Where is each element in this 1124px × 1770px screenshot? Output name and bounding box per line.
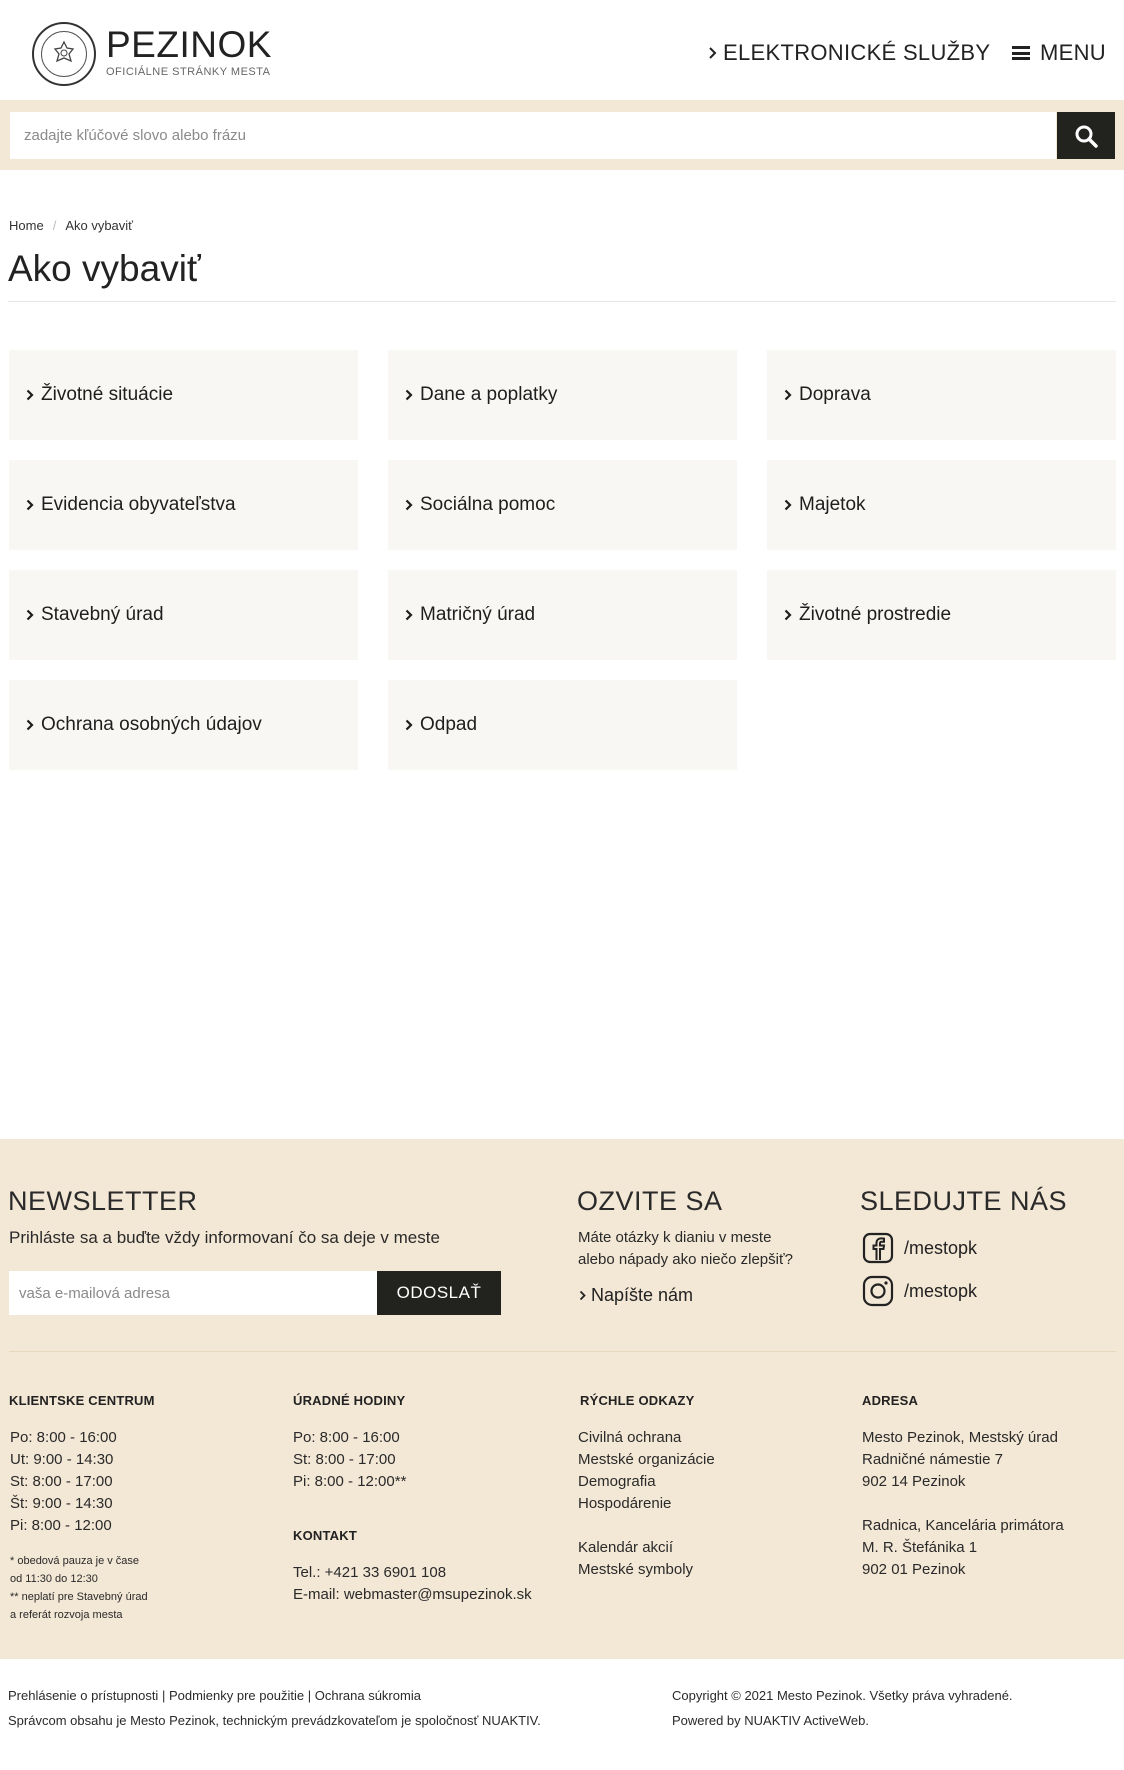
hours-line: Pi: 8:00 - 12:00 xyxy=(10,1517,112,1534)
tile-matricny-urad[interactable] xyxy=(388,570,737,660)
chevron-right-icon xyxy=(784,389,792,401)
breadcrumb-current: Ako vybaviť xyxy=(65,218,134,233)
note-line: ** neplatí pre Stavebný úrad xyxy=(10,1591,148,1603)
copyright-text: Copyright © 2021 Mesto Pezinok. Všetky práva vyhradené. xyxy=(672,1688,1013,1703)
chevron-right-icon xyxy=(26,389,34,401)
brand-title: PEZINOK xyxy=(106,24,272,65)
contact-us-title: OZVITE SA xyxy=(577,1186,723,1216)
tile-zivotne-situacie[interactable] xyxy=(9,350,358,440)
chevron-right-icon xyxy=(405,389,413,401)
search-button[interactable] xyxy=(1057,112,1115,159)
chevron-right-icon xyxy=(708,47,717,59)
newsletter-submit-button[interactable]: ODOSLAŤ xyxy=(377,1271,501,1315)
chevron-right-icon xyxy=(405,609,413,621)
quick-link-mestske-organizacie[interactable]: Mestské organizácie xyxy=(578,1451,715,1468)
chevron-right-icon xyxy=(784,609,792,621)
office-hours-list xyxy=(293,1427,406,1493)
tile-label: Doprava xyxy=(799,384,871,405)
city-seal-icon[interactable] xyxy=(32,22,96,86)
separator: | xyxy=(161,1688,166,1703)
hamburger-icon xyxy=(1012,46,1030,60)
tile-label: Majetok xyxy=(799,494,866,515)
hours-line: Ut: 9:00 - 14:30 xyxy=(10,1451,114,1468)
menu-label: MENU xyxy=(1040,40,1106,65)
note-line: od 11:30 do 12:30 xyxy=(10,1573,98,1585)
tile-zivotne-prostredie[interactable] xyxy=(767,570,1116,660)
write-us-link[interactable] xyxy=(579,1285,693,1306)
hours-line: St: 8:00 - 17:00 xyxy=(293,1451,396,1468)
hours-line: Pi: 8:00 - 12:00** xyxy=(293,1473,407,1490)
search-input[interactable] xyxy=(10,112,1056,159)
spacer xyxy=(862,1493,1064,1515)
newsletter-email-input[interactable] xyxy=(9,1271,377,1315)
quick-link-hospodarenie[interactable]: Hospodárenie xyxy=(578,1495,672,1512)
tile-ochrana-osobnych-udajov[interactable] xyxy=(9,680,358,770)
hours-line: Št: 9:00 - 14:30 xyxy=(10,1495,113,1512)
quick-link-mestske-symboly[interactable]: Mestské symboly xyxy=(578,1561,694,1578)
footer-divider xyxy=(9,1351,1116,1352)
eservices-link[interactable] xyxy=(708,40,990,66)
chevron-right-icon xyxy=(26,609,34,621)
address-title: ADRESA xyxy=(862,1393,919,1408)
menu-button[interactable] xyxy=(1012,40,1106,66)
facebook-link[interactable] xyxy=(862,1232,977,1264)
spacer xyxy=(578,1515,715,1537)
quick-link-demografia[interactable]: Demografia xyxy=(578,1473,656,1490)
search-band xyxy=(0,100,1124,170)
contact-email[interactable]: E-mail: webmaster@msupezinok.sk xyxy=(293,1586,532,1603)
footer xyxy=(0,1139,1124,1659)
client-center-notes xyxy=(10,1552,148,1624)
tile-dane-a-poplatky[interactable] xyxy=(388,350,737,440)
chevron-right-icon xyxy=(784,499,792,511)
hours-line: Po: 8:00 - 16:00 xyxy=(293,1429,400,1446)
contact-us-text-line1: Máte otázky k dianiu v meste xyxy=(578,1229,772,1246)
instagram-icon xyxy=(862,1275,904,1307)
powered-by-link[interactable]: Powered by NUAKTIV ActiveWeb. xyxy=(672,1713,870,1728)
operator-text: Správcom obsahu je Mesto Pezinok, technickým prevádzkovateľom je spoločnosť NUAKTIV. xyxy=(8,1713,541,1728)
facebook-handle: /mestopk xyxy=(904,1237,978,1258)
contact-phone[interactable]: Tel.: +421 33 6901 108 xyxy=(293,1564,447,1581)
chevron-right-icon xyxy=(26,719,34,731)
tile-label: Životné prostredie xyxy=(799,604,952,625)
breadcrumb xyxy=(9,218,133,233)
legal-links xyxy=(8,1688,421,1703)
tile-socialna-pomoc[interactable] xyxy=(388,460,737,550)
quick-link-kalendar-akcii[interactable]: Kalendár akcií xyxy=(578,1539,674,1556)
brand-subtitle: OFICIÁLNE STRÁNKY MESTA xyxy=(106,66,271,78)
note-line: * obedová pauza je v čase xyxy=(10,1555,140,1567)
breadcrumb-home[interactable]: Home xyxy=(9,218,44,233)
hours-line: Po: 8:00 - 16:00 xyxy=(10,1429,117,1446)
contact-us-text-line2: alebo nápady ako niečo zlepšiť? xyxy=(578,1251,793,1268)
separator: | xyxy=(307,1688,312,1703)
note-line: a referát rozvoja mesta xyxy=(10,1609,123,1621)
tile-label: Životné situácie xyxy=(41,384,174,405)
tile-evidencia-obyvatelstva[interactable] xyxy=(9,460,358,550)
tile-label: Odpad xyxy=(420,714,478,735)
chevron-right-icon xyxy=(26,499,34,511)
address-line: M. R. Štefánika 1 xyxy=(862,1539,978,1556)
address-line: Mesto Pezinok, Mestský úrad xyxy=(862,1429,1058,1446)
facebook-icon xyxy=(862,1232,904,1264)
tile-doprava[interactable] xyxy=(767,350,1116,440)
tile-label: Matričný úrad xyxy=(420,604,536,625)
write-us-label: Napíšte nám xyxy=(591,1285,694,1305)
client-center-title: KLIENTSKE CENTRUM xyxy=(9,1393,155,1408)
brand[interactable] xyxy=(106,26,272,78)
contact-list xyxy=(293,1562,532,1606)
tile-stavebny-urad[interactable] xyxy=(9,570,358,660)
instagram-handle: /mestopk xyxy=(904,1280,978,1301)
address-line: 902 01 Pezinok xyxy=(862,1561,966,1578)
breadcrumb-separator: / xyxy=(52,218,57,233)
tile-label: Evidencia obyvateľstva xyxy=(41,494,236,515)
tile-label: Stavebný úrad xyxy=(41,604,164,625)
quick-link-civilna-ochrana[interactable]: Civilná ochrana xyxy=(578,1429,682,1446)
newsletter-title: NEWSLETTER xyxy=(8,1186,198,1216)
title-divider xyxy=(8,301,1116,302)
chevron-right-icon xyxy=(405,719,413,731)
tile-odpad[interactable] xyxy=(388,680,737,770)
tile-label: Ochrana osobných údajov xyxy=(41,714,262,735)
follow-title: SLEDUJTE NÁS xyxy=(860,1186,1068,1216)
newsletter-text: Prihláste sa a buďte vždy informovaní čo sa deje v meste xyxy=(9,1228,440,1247)
address-line: Radničné námestie 7 xyxy=(862,1451,1003,1468)
site-header xyxy=(0,0,1124,100)
address-line: 902 14 Pezinok xyxy=(862,1473,966,1490)
terms-link[interactable]: Podmienky pre použitie xyxy=(168,1688,305,1703)
accessibility-link[interactable]: Prehlásenie o prístupnosti xyxy=(8,1688,159,1703)
address-list xyxy=(862,1427,1064,1581)
office-hours-title: ÚRADNÉ HODINY xyxy=(293,1393,406,1408)
address-line: Radnica, Kancelária primátora xyxy=(862,1517,1064,1534)
quick-links-list xyxy=(578,1427,715,1581)
privacy-link[interactable]: Ochrana súkromia xyxy=(314,1688,421,1703)
search-icon xyxy=(1074,124,1098,148)
page-title: Ako vybaviť xyxy=(8,248,201,289)
client-center-hours xyxy=(10,1427,117,1537)
eservices-label: ELEKTRONICKÉ SLUŽBY xyxy=(723,40,991,65)
contact-title: KONTAKT xyxy=(293,1528,357,1543)
instagram-link[interactable] xyxy=(862,1275,977,1307)
tile-label: Dane a poplatky xyxy=(420,384,558,405)
quick-links-title: RÝCHLE ODKAZY xyxy=(580,1393,695,1408)
chevron-right-icon xyxy=(579,1290,586,1301)
hours-line: St: 8:00 - 17:00 xyxy=(10,1473,113,1490)
tile-label: Sociálna pomoc xyxy=(420,494,556,515)
chevron-right-icon xyxy=(405,499,413,511)
tile-majetok[interactable] xyxy=(767,460,1116,550)
